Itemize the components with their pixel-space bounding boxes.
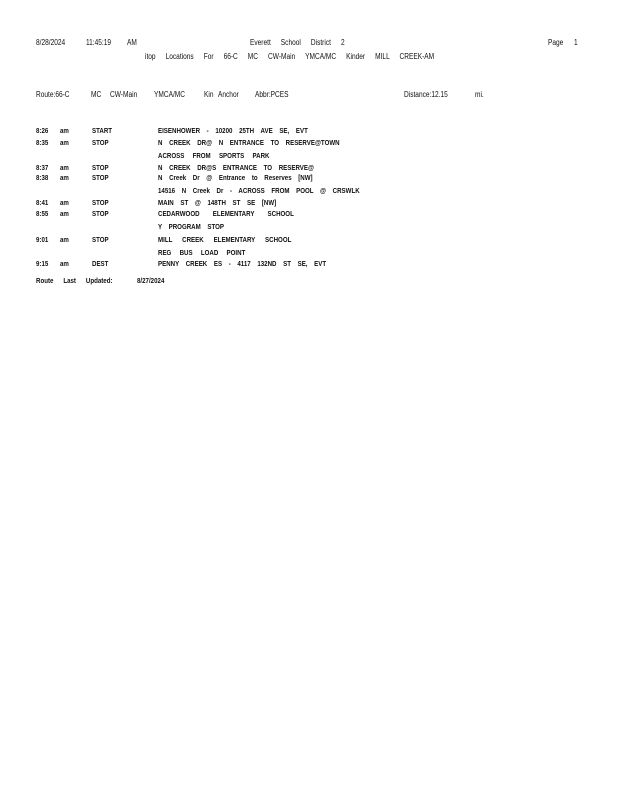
stop-ampm: am [60,173,69,182]
last-updated-date: 8/27/2024 [137,276,165,285]
stop-time: 8:55 [36,209,49,218]
stop-location: N CREEK DR@S ENTRANCE TO RESERVE@ [158,163,314,172]
route-token: MC [91,90,102,99]
route-token: Kin [204,90,214,99]
stop-type: STOP [92,173,109,182]
district-name: Everett School District 2 [250,38,345,47]
stop-time: 9:01 [36,235,49,244]
report-time: 11:45:19 [86,38,112,47]
report-title: itop Locations For 66-C MC CW-Main YMCA/MC Kinder MILL CREEK-AM [145,52,435,61]
stop-location: EISENHOWER - 10200 25TH AVE SE, EVT [158,126,308,135]
stop-ampm: am [60,163,69,172]
stop-time: 8:37 [36,163,49,172]
stop-time: 8:26 [36,126,49,135]
stop-location: PENNY CREEK ES - 4117 132ND ST SE, EVT [158,259,327,268]
stop-time: 9:15 [36,259,49,268]
stop-location: N CREEK DR@ N ENTRANCE TO RESERVE@TOWN [158,138,340,147]
stop-type: STOP [92,209,109,218]
stop-location-detail: REG BUS LOAD POINT [158,248,246,257]
stop-ampm: am [60,259,69,268]
stop-ampm: am [60,138,69,147]
report-ampm: AM [127,38,137,47]
last-updated-label: Route Last Updated: [36,276,113,285]
stop-ampm: am [60,235,69,244]
stop-type: START [92,126,113,135]
route-token: YMCA/MC [154,90,185,99]
stop-location: MILL CREEK ELEMENTARY SCHOOL [158,235,292,244]
stop-type: STOP [92,163,109,172]
stop-ampm: am [60,198,69,207]
stop-time: 8:38 [36,173,49,182]
stop-type: STOP [92,198,109,207]
stop-time: 8:35 [36,138,49,147]
route-token: CW-Main [110,90,138,99]
stop-location-detail: 14516 N Creek Dr - ACROSS FROM POOL @ CRSWLK [158,186,360,195]
page-label: Page [548,38,564,47]
report-date: 8/28/2024 [36,38,66,47]
stop-type: DEST [92,259,109,268]
stop-type: STOP [92,138,109,147]
page-number: 1 [574,38,578,47]
stop-ampm: am [60,126,69,135]
route-abbr: Abbr:PCES [255,90,289,99]
stop-location: N Creek Dr @ Entrance to Reserves [NW] [158,173,313,182]
route-id: Route:66-C [36,90,70,99]
stop-location: MAIN ST @ 148TH ST SE [NW] [158,198,277,207]
stop-location-detail: Y PROGRAM STOP [158,222,225,231]
stop-ampm: am [60,209,69,218]
stop-time: 8:41 [36,198,49,207]
stop-location: CEDARWOOD ELEMENTARY SCHOOL [158,209,294,218]
stop-type: STOP [92,235,109,244]
stop-location-detail: ACROSS FROM SPORTS PARK [158,151,270,160]
route-token: Anchor [218,90,239,99]
distance-unit: mi. [475,90,484,99]
route-distance: Distance:12.15 [404,90,448,99]
